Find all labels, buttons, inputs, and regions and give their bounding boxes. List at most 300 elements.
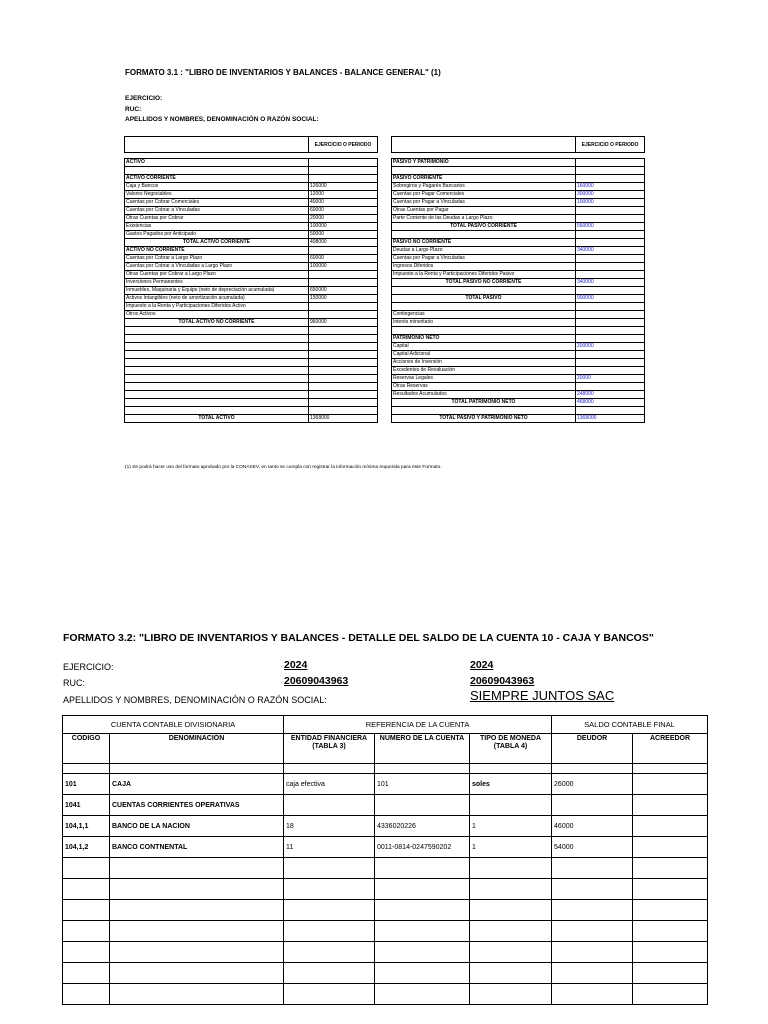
activo-row [125, 207, 378, 215]
table-row [63, 963, 708, 984]
pasivo-row-value: 1368000 [576, 415, 645, 423]
table-row [63, 858, 708, 879]
saldo-header: SALDO CONTABLE FINAL [552, 716, 708, 734]
activo-row-value: 960000 [309, 319, 378, 327]
activo-row-label: TOTAL ACTIVO [125, 415, 309, 423]
activo-row-label [125, 367, 309, 375]
pasivo-row-value [576, 271, 645, 279]
cell-numero [375, 879, 470, 900]
cell-entidad: 18 [284, 816, 375, 837]
cell-entidad [284, 963, 375, 984]
activo-row [125, 303, 378, 311]
pasivo-row-value [576, 311, 645, 319]
cell-deudor [552, 858, 633, 879]
pasivo-row-value [576, 215, 645, 223]
pasivo-row [392, 199, 645, 207]
cell-entidad [284, 984, 375, 1005]
pasivo-row-value [576, 239, 645, 247]
format32-company-name: SIEMPRE JUNTOS SAC [470, 688, 615, 703]
pasivo-row [392, 343, 645, 351]
pasivo-row-label: Reservas Legales [392, 375, 576, 383]
pasivo-row-label: Capital [392, 343, 576, 351]
pasivo-row [392, 175, 645, 183]
activo-row-value: 60000 [309, 207, 378, 215]
activo-row-value [309, 367, 378, 375]
pasivo-row-value: 300000 [576, 191, 645, 199]
table-row [63, 837, 708, 858]
pasivo-row-label: PATRIMONIO NETO [392, 335, 576, 343]
pasivo-row-value [576, 383, 645, 391]
pasivo-row-label: TOTAL PASIVO Y PATRIMONIO NETO [392, 415, 576, 423]
pasivo-row-label: Otras Cuentas por Pagar [392, 207, 576, 215]
pasivo-row-label: Parte Corriente de las Deudas a Largo Plazo [392, 215, 576, 223]
pasivo-row-value [576, 367, 645, 375]
cell-codigo: 1041 [63, 795, 110, 816]
cell-acreedor [633, 816, 708, 837]
pasivo-row [392, 359, 645, 367]
cell-entidad: 11 [284, 837, 375, 858]
pasivo-row-value [576, 351, 645, 359]
cell-codigo [63, 879, 110, 900]
activo-row-value [309, 311, 378, 319]
pasivo-row-value [576, 335, 645, 343]
cell-deudor: 26000 [552, 774, 633, 795]
cell-moneda [470, 858, 552, 879]
activo-row [125, 391, 378, 399]
pasivo-row-value: 468000 [576, 399, 645, 407]
activo-row-value: 650000 [309, 287, 378, 295]
pasivo-row-label: PASIVO CORRIENTE [392, 175, 576, 183]
activo-row-label: Inmuebles, Maquinaria y Equipo (neto de depreciación acumulada) [125, 287, 309, 295]
activo-table [124, 136, 378, 423]
pasivo-row-label: Deudas a Largo Plazo [392, 247, 576, 255]
cell-deudor [552, 984, 633, 1005]
activo-row-label [125, 343, 309, 351]
pasivo-row [392, 239, 645, 247]
pasivo-row [392, 407, 645, 415]
cell-moneda: 1 [470, 837, 552, 858]
pasivo-table [391, 136, 645, 423]
pasivo-row [392, 231, 645, 239]
activo-row-label: Cuentas por Cobrar a Vinculadas a Largo Plazo [125, 263, 309, 271]
cell-moneda [470, 984, 552, 1005]
table-row [63, 900, 708, 921]
cell-entidad [284, 900, 375, 921]
pasivo-row-label [392, 327, 576, 335]
pasivo-row-label: Cuentas por Pagar Comerciales [392, 191, 576, 199]
activo-row [125, 223, 378, 231]
activo-row-value [309, 383, 378, 391]
cell-acreedor [633, 984, 708, 1005]
pasivo-row-value [576, 359, 645, 367]
activo-row [125, 215, 378, 223]
activo-row-label: Cuentas por Cobrar Comerciales [125, 199, 309, 207]
activo-row [125, 351, 378, 359]
cell-numero: 4336020226 [375, 816, 470, 837]
pasivo-row-value [576, 287, 645, 295]
activo-row-label [125, 383, 309, 391]
cell-moneda [470, 795, 552, 816]
activo-row-value [309, 175, 378, 183]
pasivo-row [392, 223, 645, 231]
cell-denominacion: BANCO CONTNENTAL [110, 837, 284, 858]
activo-row [125, 247, 378, 255]
pasivo-row-value [576, 263, 645, 271]
activo-row [125, 415, 378, 423]
deudor-header: DEUDOR [552, 734, 633, 764]
pasivo-row-label: Contingencias [392, 311, 576, 319]
activo-row [125, 167, 378, 175]
activo-row-label [125, 335, 309, 343]
pasivo-row-value [576, 159, 645, 167]
activo-row-value: 12000 [309, 191, 378, 199]
pasivo-row [392, 399, 645, 407]
cell-entidad [284, 879, 375, 900]
codigo-header: CODIGO [63, 734, 110, 764]
activo-row [125, 255, 378, 263]
activo-row-value [309, 391, 378, 399]
caja-bancos-table [62, 715, 708, 1005]
activo-row [125, 343, 378, 351]
cell-denominacion [110, 858, 284, 879]
pasivo-row [392, 159, 645, 167]
activo-row [125, 231, 378, 239]
table-row [63, 795, 708, 816]
cell-moneda [470, 900, 552, 921]
pasivo-row-label [392, 303, 576, 311]
table-row [63, 879, 708, 900]
cell-denominacion: BANCO DE LA NACION [110, 816, 284, 837]
pasivo-row [392, 255, 645, 263]
activo-row [125, 279, 378, 287]
cell-moneda: 1 [470, 816, 552, 837]
pasivo-row [392, 303, 645, 311]
format32-ruc-label: RUC: [63, 678, 85, 688]
format32-title: FORMATO 3.2: "LIBRO DE INVENTARIOS Y BALANCES - DETALLE DEL SALDO DE LA CUENTA 10 - CAJA Y BANCOS" [63, 632, 654, 644]
pasivo-row-value: 248000 [576, 391, 645, 399]
moneda-header: TIPO DE MONEDA (TABLA 4) [470, 734, 552, 764]
pasivo-row-value: 20000 [576, 375, 645, 383]
table-row [63, 921, 708, 942]
pasivo-row-label [392, 231, 576, 239]
activo-row-value: 20000 [309, 215, 378, 223]
activo-row-label: Existencias [125, 223, 309, 231]
cell-numero: 0011-0814-0247590202 [375, 837, 470, 858]
activo-period-header: EJERCICIO O PERIODO [309, 137, 378, 153]
cell-denominacion [110, 900, 284, 921]
activo-row-label [125, 391, 309, 399]
cell-moneda [470, 921, 552, 942]
activo-row-label [125, 407, 309, 415]
cell-denominacion: CUENTAS CORRIENTES OPERATIVAS [110, 795, 284, 816]
activo-row-value: 100000 [309, 223, 378, 231]
cuenta-divisionaria-header: CUENTA CONTABLE DIVISIONARIA [63, 716, 284, 734]
pasivo-row-label [392, 407, 576, 415]
cell-codigo [63, 984, 110, 1005]
pasivo-row [392, 391, 645, 399]
activo-row [125, 327, 378, 335]
table-row [63, 984, 708, 1005]
pasivo-row-value: 200000 [576, 343, 645, 351]
activo-row-label: TOTAL ACTIVO CORRIENTE [125, 239, 309, 247]
cell-numero [375, 858, 470, 879]
cell-deudor [552, 900, 633, 921]
format32-ruc-b: 20609043963 [470, 675, 535, 687]
cell-codigo [63, 942, 110, 963]
pasivo-row-value [576, 207, 645, 215]
referencia-header: REFERENCIA DE LA CUENTA [284, 716, 552, 734]
pasivo-row [392, 375, 645, 383]
activo-row-value [309, 303, 378, 311]
cell-entidad [284, 858, 375, 879]
pasivo-row-value: 160000 [576, 183, 645, 191]
cell-codigo: 104,1,2 [63, 837, 110, 858]
cell-entidad [284, 795, 375, 816]
numero-header: NUMERO DE LA CUENTA [375, 734, 470, 764]
pasivo-row-label: Interés minoritario [392, 319, 576, 327]
activo-row [125, 295, 378, 303]
cell-codigo: 101 [63, 774, 110, 795]
cell-numero [375, 963, 470, 984]
pasivo-row [392, 279, 645, 287]
activo-row-value [309, 335, 378, 343]
activo-row [125, 183, 378, 191]
pasivo-row-label [392, 287, 576, 295]
cell-deudor [552, 795, 633, 816]
pasivo-row [392, 311, 645, 319]
activo-row-label [125, 327, 309, 335]
activo-row-value [309, 159, 378, 167]
pasivo-row [392, 247, 645, 255]
activo-row [125, 367, 378, 375]
cell-acreedor [633, 858, 708, 879]
activo-row-value: 50000 [309, 231, 378, 239]
activo-row-label [125, 375, 309, 383]
format31-title: FORMATO 3.1 : "LIBRO DE INVENTARIOS Y BALANCES - BALANCE GENERAL" (1) [125, 68, 441, 77]
cell-acreedor [633, 942, 708, 963]
pasivo-row-value: 100000 [576, 199, 645, 207]
activo-row [125, 199, 378, 207]
cell-denominacion [110, 963, 284, 984]
denominacion-header: DENOMINACIÓN [110, 734, 284, 764]
activo-row-label: Inversiones Permanentes [125, 279, 309, 287]
pasivo-row-label [392, 167, 576, 175]
cell-numero [375, 921, 470, 942]
activo-header-blank [125, 137, 309, 153]
cell-codigo [63, 900, 110, 921]
activo-row [125, 319, 378, 327]
pasivo-row [392, 191, 645, 199]
cell-deudor: 54000 [552, 837, 633, 858]
cell-denominacion [110, 942, 284, 963]
activo-row [125, 399, 378, 407]
activo-row-value [309, 271, 378, 279]
format31-nombre-label: APELLIDOS Y NOMBRES, DENOMINACIÓN O RAZÓN SOCIAL: [125, 116, 319, 123]
pasivo-row [392, 335, 645, 343]
activo-row [125, 311, 378, 319]
activo-row-label: Gastos Pagados por Anticipado [125, 231, 309, 239]
pasivo-row-label: PASIVO NO CORRIENTE [392, 239, 576, 247]
activo-row-label: Caja y Bancos [125, 183, 309, 191]
cell-numero [375, 984, 470, 1005]
activo-row-label [125, 359, 309, 367]
cell-numero [375, 795, 470, 816]
pasivo-row-label: Cuentas por Pagar a Vinculadas [392, 255, 576, 263]
cell-denominacion [110, 879, 284, 900]
activo-row-label: Impuesto a la Renta y Participaciones Diferidos Activo [125, 303, 309, 311]
cell-denominacion [110, 984, 284, 1005]
table-row [63, 816, 708, 837]
cell-denominacion [110, 921, 284, 942]
pasivo-row-value: 340000 [576, 279, 645, 287]
format31-ejercicio-label: EJERCICIO: [125, 95, 163, 102]
activo-row-label: Otras Cuentas por Cobrar a Largo Plazo [125, 271, 309, 279]
pasivo-row-label: TOTAL PASIVO CORRIENTE [392, 223, 576, 231]
activo-row-label: ACTIVO [125, 159, 309, 167]
pasivo-row-value [576, 175, 645, 183]
pasivo-row [392, 271, 645, 279]
activo-row-value [309, 247, 378, 255]
cell-codigo [63, 921, 110, 942]
pasivo-row-label: Resultados Acumulados [392, 391, 576, 399]
pasivo-row-label: Capital Adicional [392, 351, 576, 359]
pasivo-row [392, 415, 645, 423]
format31-footnote: (1) Se podrá hacer uso del formato aprobado por la CONASEV, en tanto se cumpla con registrar la información mínima requerida para este Formato. [125, 465, 442, 470]
pasivo-row-value [576, 319, 645, 327]
activo-row [125, 159, 378, 167]
activo-row-value [309, 359, 378, 367]
activo-row [125, 359, 378, 367]
cell-deudor: 46000 [552, 816, 633, 837]
activo-row [125, 191, 378, 199]
activo-row [125, 239, 378, 247]
cell-acreedor [633, 879, 708, 900]
pasivo-row [392, 351, 645, 359]
acreedor-header: ACREEDOR [633, 734, 708, 764]
cell-moneda [470, 963, 552, 984]
activo-row-label: Otras Cuentas por Cobrar [125, 215, 309, 223]
cell-moneda [470, 942, 552, 963]
cell-numero [375, 942, 470, 963]
pasivo-row-label: TOTAL PASIVO [392, 295, 576, 303]
cell-deudor [552, 879, 633, 900]
format31-ruc-label: RUC: [125, 106, 142, 113]
cell-codigo [63, 963, 110, 984]
pasivo-row-label: TOTAL PATRIMONIO NETO [392, 399, 576, 407]
activo-row-label [125, 167, 309, 175]
cell-deudor [552, 942, 633, 963]
pasivo-row [392, 319, 645, 327]
activo-row-value: 60000 [309, 255, 378, 263]
pasivo-row-value [576, 303, 645, 311]
cell-entidad: caja efectiva [284, 774, 375, 795]
cell-entidad [284, 942, 375, 963]
pasivo-row [392, 327, 645, 335]
activo-row-value: 40000 [309, 199, 378, 207]
table-row [63, 774, 708, 795]
activo-row [125, 271, 378, 279]
activo-row-label: Otros Activos [125, 311, 309, 319]
pasivo-row [392, 215, 645, 223]
pasivo-row [392, 383, 645, 391]
activo-row-label: ACTIVO CORRIENTE [125, 175, 309, 183]
pasivo-row-value: 900000 [576, 295, 645, 303]
activo-row [125, 407, 378, 415]
activo-row-value [309, 327, 378, 335]
pasivo-row [392, 183, 645, 191]
activo-row [125, 383, 378, 391]
pasivo-row-label: Ingresos Diferidos [392, 263, 576, 271]
cell-acreedor [633, 795, 708, 816]
pasivo-row-value: 340000 [576, 247, 645, 255]
activo-row-value [309, 343, 378, 351]
pasivo-row-value [576, 167, 645, 175]
activo-row-value [309, 351, 378, 359]
pasivo-row-value [576, 255, 645, 263]
cell-acreedor [633, 837, 708, 858]
pasivo-row-value [576, 407, 645, 415]
activo-row [125, 375, 378, 383]
pasivo-header-blank [392, 137, 576, 153]
activo-row-value [309, 399, 378, 407]
activo-row [125, 287, 378, 295]
activo-row-value [309, 167, 378, 175]
format32-ruc-a: 20609043963 [284, 675, 349, 687]
cell-moneda [470, 879, 552, 900]
activo-row [125, 263, 378, 271]
activo-row-value: 100000 [309, 263, 378, 271]
pasivo-row-label: Cuentas por Pagar a Vinculadas [392, 199, 576, 207]
format32-nombre-label: APELLIDOS Y NOMBRES, DENOMINACIÓN O RAZÓN SOCIAL: [63, 695, 327, 705]
activo-row-value: 126000 [309, 183, 378, 191]
cell-entidad [284, 921, 375, 942]
pasivo-row-value [576, 327, 645, 335]
format32-year-a: 2024 [284, 659, 308, 671]
pasivo-row [392, 295, 645, 303]
activo-row [125, 335, 378, 343]
pasivo-row-label: Sobregiros y Pagarés Bancarios [392, 183, 576, 191]
cell-acreedor [633, 963, 708, 984]
entidad-header: ENTIDAD FINANCIERA (TABLA 3) [284, 734, 375, 764]
activo-row-label: Cuentas por Cobrar a Vinculadas [125, 207, 309, 215]
pasivo-row-label: Excedentes de Revaluación [392, 367, 576, 375]
cell-numero [375, 900, 470, 921]
activo-row-label: Valores Negociables [125, 191, 309, 199]
cell-denominacion: CAJA [110, 774, 284, 795]
pasivo-row [392, 207, 645, 215]
activo-row-label [125, 399, 309, 407]
activo-row-value: 150000 [309, 295, 378, 303]
cell-deudor [552, 921, 633, 942]
activo-row-value: 408000 [309, 239, 378, 247]
pasivo-row [392, 367, 645, 375]
cell-codigo: 104,1,1 [63, 816, 110, 837]
activo-row-label: ACTIVO NO CORRIENTE [125, 247, 309, 255]
cell-numero: 101 [375, 774, 470, 795]
cell-acreedor [633, 900, 708, 921]
cell-acreedor [633, 774, 708, 795]
pasivo-row-value: 560000 [576, 223, 645, 231]
pasivo-row-value [576, 231, 645, 239]
activo-row-label: Cuentas por Cobrar a Largo Plazo [125, 255, 309, 263]
activo-row-value [309, 407, 378, 415]
activo-row-value [309, 375, 378, 383]
cell-deudor [552, 963, 633, 984]
cell-codigo [63, 858, 110, 879]
activo-row-label: Activos Intangibles (neto de amortización acumulada) [125, 295, 309, 303]
pasivo-row-label: Impuesto a la Renta y Participaciones Diferidos Pasivo [392, 271, 576, 279]
activo-row [125, 175, 378, 183]
